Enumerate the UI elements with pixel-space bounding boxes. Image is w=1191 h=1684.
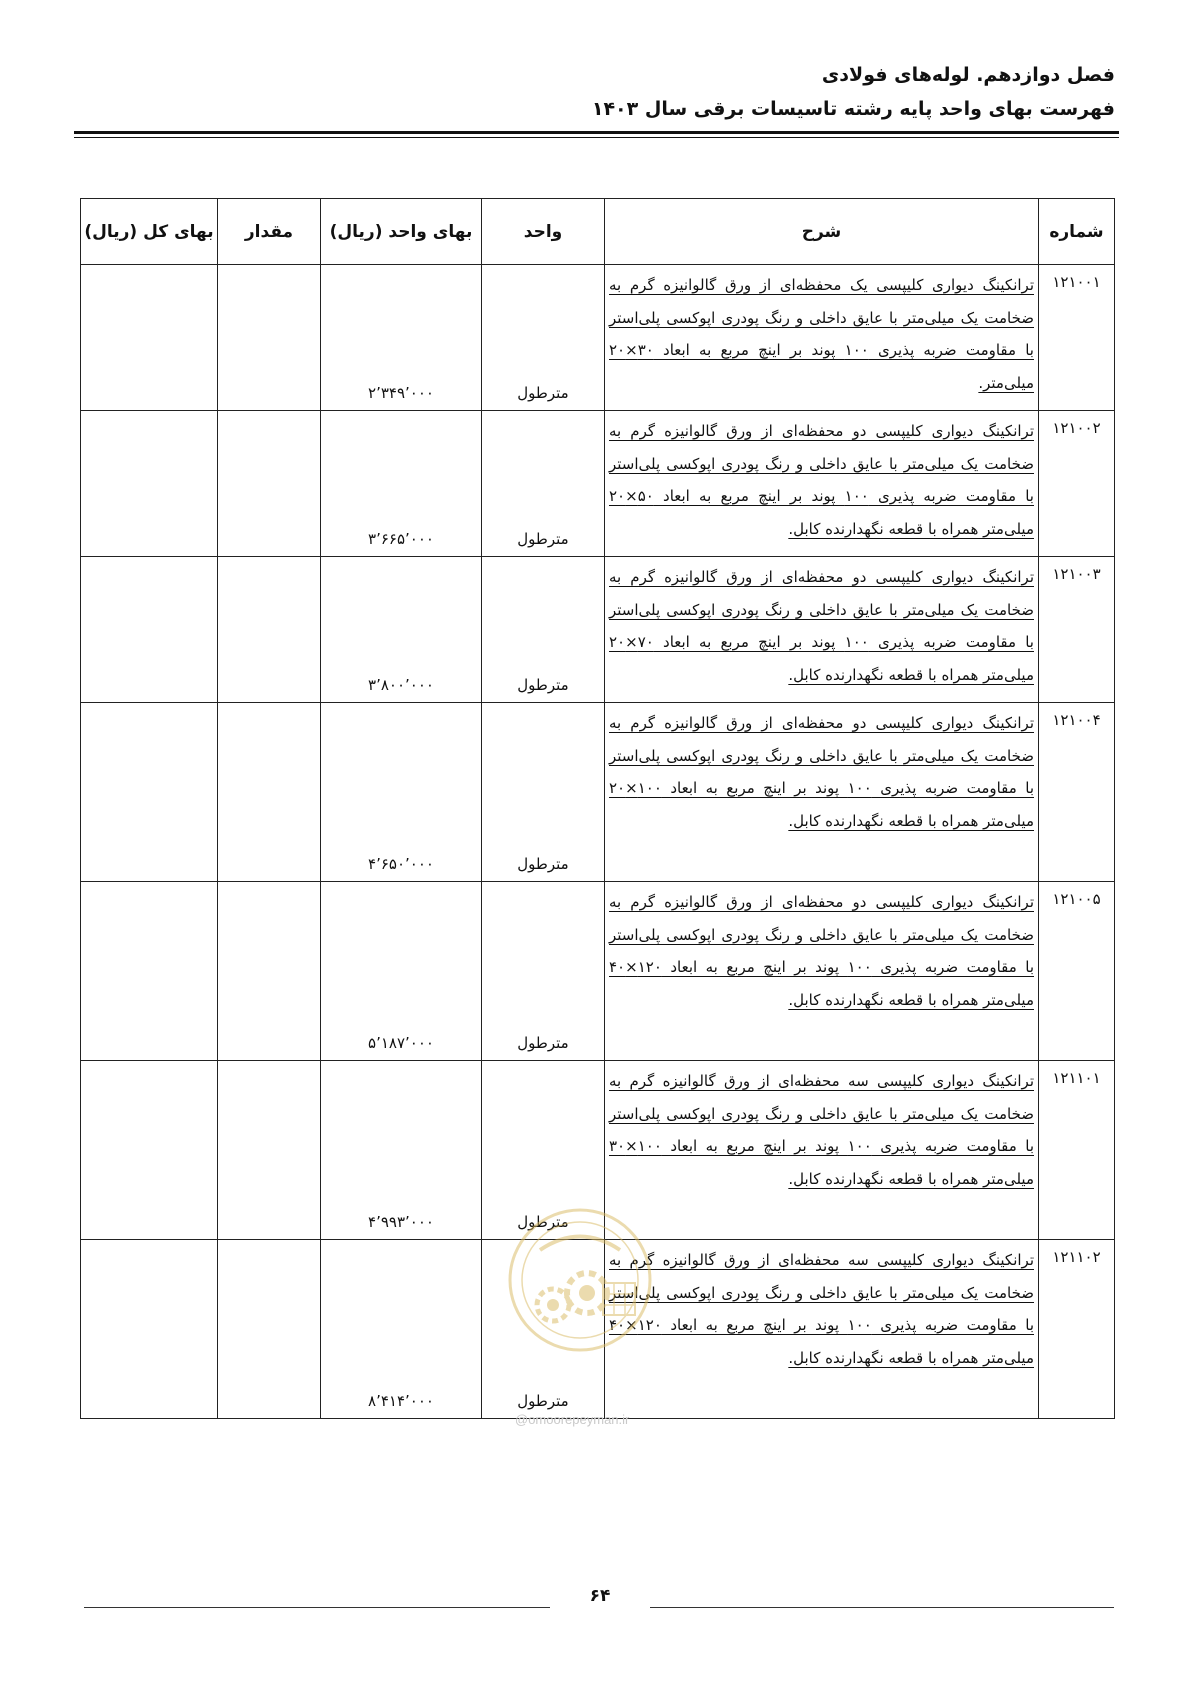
column-header-description: شرح bbox=[605, 199, 1039, 265]
item-quantity bbox=[218, 411, 321, 557]
item-description bbox=[605, 265, 1039, 411]
item-code: ۱۲۱۰۰۲ bbox=[1039, 411, 1115, 557]
item-unit-price: ۲٬۳۴۹٬۰۰۰ bbox=[321, 265, 482, 411]
item-unit: مترطول bbox=[482, 1240, 605, 1419]
item-description bbox=[605, 557, 1039, 703]
item-unit-price: ۸٬۴۱۴٬۰۰۰ bbox=[321, 1240, 482, 1419]
item-code: ۱۲۱۰۰۳ bbox=[1039, 557, 1115, 703]
item-total-price bbox=[81, 1061, 218, 1240]
item-description-text: ترانکینگ دیواری کلیپسی سه محفظه‌ای از ورق گالوانیزه گرم به ضخامت یک میلی‌متر با عایق داخلی و رنگ پودری اپوکسی پلی‌استر با مقاومت ضربه پذیری ۱۰۰ پوند بر اینچ مربع به ابعاد ۱۰۰×۳۰ میلی‌متر همراه با قطعه نگهدارنده کابل. bbox=[609, 1072, 1034, 1188]
item-unit-price: ۴٬۶۵۰٬۰۰۰ bbox=[321, 703, 482, 882]
item-quantity bbox=[218, 882, 321, 1061]
item-unit-price: ۳٬۸۰۰٬۰۰۰ bbox=[321, 557, 482, 703]
item-description-text: ترانکینگ دیواری کلیپسی دو محفظه‌ای از ورق گالوانیزه گرم به ضخامت یک میلی‌متر با عایق داخلی و رنگ پودری اپوکسی پلی‌استر با مقاومت ضربه پذیری ۱۰۰ پوند بر اینچ مربع به ابعاد ۵۰×۲۰ میلی‌متر همراه با قطعه نگهدارنده کابل. bbox=[609, 422, 1034, 538]
item-description-text: ترانکینگ دیواری کلیپسی سه محفظه‌ای از ورق گالوانیزه گرم به ضخامت یک میلی‌متر با عایق داخلی و رنگ پودری اپوکسی پلی‌استر با مقاومت ضربه پذیری ۱۰۰ پوند بر اینچ مربع به ابعاد ۱۲۰×۴۰ میلی‌متر همراه با قطعه نگهدارنده کابل. bbox=[609, 1251, 1034, 1367]
chapter-title: فصل دوازدهم. لوله‌های فولادی bbox=[821, 64, 1115, 86]
item-quantity bbox=[218, 265, 321, 411]
item-total-price bbox=[81, 882, 218, 1061]
item-description-text: ترانکینگ دیواری کلیپسی دو محفظه‌ای از ورق گالوانیزه گرم به ضخامت یک میلی‌متر با عایق داخلی و رنگ پودری اپوکسی پلی‌استر با مقاومت ضربه پذیری ۱۰۰ پوند بر اینچ مربع به ابعاد ۱۲۰×۴۰ میلی‌متر همراه با قطعه نگهدارنده کابل. bbox=[609, 893, 1034, 1009]
page-header bbox=[592, 58, 1115, 126]
item-description bbox=[605, 1240, 1039, 1419]
item-unit-price: ۴٬۹۹۳٬۰۰۰ bbox=[321, 1061, 482, 1240]
price-list-title: فهرست بهای واحد پایه رشته تاسیسات برقی سال ۱۴۰۳ bbox=[591, 98, 1115, 120]
item-description bbox=[605, 703, 1039, 882]
item-total-price bbox=[81, 557, 218, 703]
footer-rule-left bbox=[84, 1607, 550, 1608]
table-row bbox=[81, 703, 1115, 882]
item-code: ۱۲۱۱۰۲ bbox=[1039, 1240, 1115, 1419]
item-total-price bbox=[81, 703, 218, 882]
item-quantity bbox=[218, 557, 321, 703]
column-header-code: شماره bbox=[1039, 199, 1115, 265]
page-number: ۶۴ bbox=[589, 1586, 611, 1606]
table-row bbox=[81, 882, 1115, 1061]
table-row bbox=[81, 411, 1115, 557]
item-quantity bbox=[218, 703, 321, 882]
item-code: ۱۲۱۱۰۱ bbox=[1039, 1061, 1115, 1240]
item-description bbox=[605, 411, 1039, 557]
item-code: ۱۲۱۰۰۴ bbox=[1039, 703, 1115, 882]
item-code: ۱۲۱۰۰۱ bbox=[1039, 265, 1115, 411]
item-unit-price: ۵٬۱۸۷٬۰۰۰ bbox=[321, 882, 482, 1061]
item-description-text: ترانکینگ دیواری کلیپسی دو محفظه‌ای از ورق گالوانیزه گرم به ضخامت یک میلی‌متر با عایق داخلی و رنگ پودری اپوکسی پلی‌استر با مقاومت ضربه پذیری ۱۰۰ پوند بر اینچ مربع به ابعاد ۷۰×۲۰ میلی‌متر همراه با قطعه نگهدارنده کابل. bbox=[609, 568, 1034, 684]
watermark-logo bbox=[505, 1205, 655, 1355]
item-description-text: ترانکینگ دیواری کلیپسی دو محفظه‌ای از ورق گالوانیزه گرم به ضخامت یک میلی‌متر با عایق داخلی و رنگ پودری اپوکسی پلی‌استر با مقاومت ضربه پذیری ۱۰۰ پوند بر اینچ مربع به ابعاد ۱۰۰×۲۰ میلی‌متر همراه با قطعه نگهدارنده کابل. bbox=[609, 714, 1034, 830]
table-row bbox=[81, 557, 1115, 703]
item-unit: مترطول bbox=[482, 1061, 605, 1240]
item-description bbox=[605, 1061, 1039, 1240]
item-unit: مترطول bbox=[482, 265, 605, 411]
item-unit: مترطول bbox=[482, 703, 605, 882]
header-rule-thick bbox=[74, 131, 1119, 134]
column-header-quantity: مقدار bbox=[218, 199, 321, 265]
item-total-price bbox=[81, 1240, 218, 1419]
header-rule-thin bbox=[74, 137, 1119, 138]
item-unit: مترطول bbox=[482, 557, 605, 703]
table-row bbox=[81, 265, 1115, 411]
item-unit-price: ۳٬۶۶۵٬۰۰۰ bbox=[321, 411, 482, 557]
footer-rule-right bbox=[650, 1607, 1114, 1608]
item-quantity bbox=[218, 1061, 321, 1240]
column-header-total-price: بهای کل (ریال) bbox=[81, 199, 218, 265]
table-header-row bbox=[81, 199, 1115, 265]
watermark-caption: @omoorepeyman.ir bbox=[515, 1412, 630, 1427]
item-code: ۱۲۱۰۰۵ bbox=[1039, 882, 1115, 1061]
column-header-unit: واحد bbox=[482, 199, 605, 265]
item-unit: مترطول bbox=[482, 411, 605, 557]
item-quantity bbox=[218, 1240, 321, 1419]
item-description-text: ترانکینگ دیواری کلیپسی یک محفظه‌ای از ورق گالوانیزه گرم به ضخامت یک میلی‌متر با عایق داخلی و رنگ پودری اپوکسی پلی‌استر با مقاومت ضربه پذیری ۱۰۰ پوند بر اینچ مربع به ابعاد ۳۰×۲۰ میلی‌متر. bbox=[609, 276, 1034, 392]
column-header-unit-price: بهای واحد (ریال) bbox=[321, 199, 482, 265]
item-total-price bbox=[81, 411, 218, 557]
item-total-price bbox=[81, 265, 218, 411]
item-description bbox=[605, 882, 1039, 1061]
item-unit: مترطول bbox=[482, 882, 605, 1061]
